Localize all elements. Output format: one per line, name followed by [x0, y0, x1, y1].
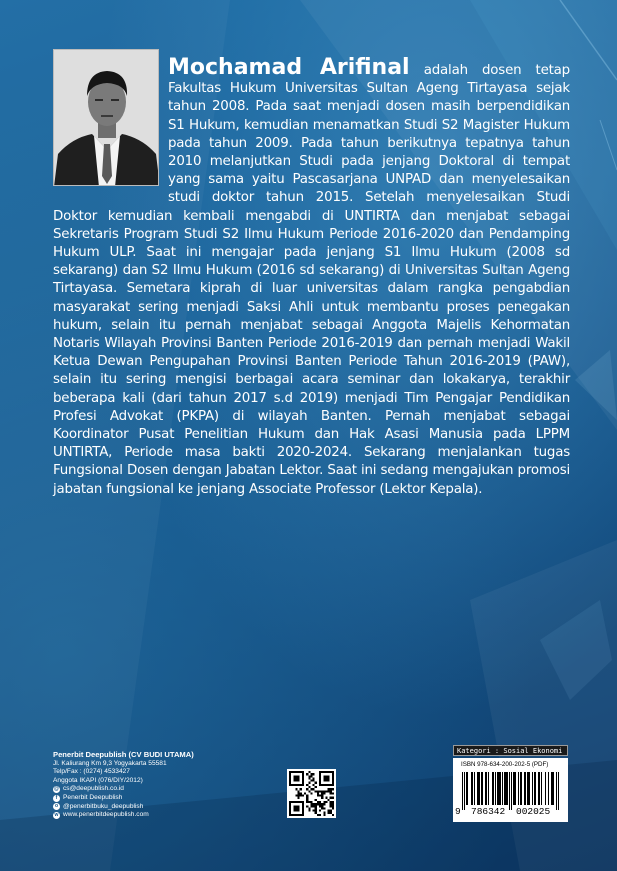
- barcode-bars: [462, 772, 559, 810]
- publisher-phone: Telp/Fax : (0274) 4533427: [53, 768, 130, 776]
- category-label: Kategori : Sosial Ekonomi: [453, 745, 568, 756]
- qr-code[interactable]: [287, 769, 336, 818]
- contact-website-text: www.penerbitdeepublish.com: [63, 811, 149, 819]
- isbn-text: ISBN 978-634-200-202-5 (PDF): [461, 761, 549, 768]
- barcode-digits: [453, 806, 568, 818]
- email-icon: @: [54, 786, 59, 793]
- contact-facebook-text: Penerbit Deepublish: [63, 793, 123, 801]
- facebook-icon: f: [53, 795, 60, 802]
- publisher-name: Penerbit Deepublish (CV BUDI UTAMA): [53, 750, 194, 759]
- author-name: Mochamad Arifinal: [168, 55, 410, 80]
- barcode-right-digits: 002025: [516, 806, 551, 817]
- publisher-ikapi: Anggota IKAPI (076/DIY/2012): [53, 776, 143, 784]
- publisher-info: [53, 751, 194, 820]
- contact-website[interactable]: [53, 811, 194, 820]
- isbn-barcode: [453, 758, 568, 822]
- contact-instagram-text: @penerbitbuku_deepublish: [63, 802, 144, 810]
- author-bio-text: adalah dosen tetap Fakultas Hukum Universitas Sultan Ageng Tirtayasa sejak tahun 2008. Pada saat menjadi dosen masih berpendidikan S1 Hukum, kemudian menamatkan Studi S2 Magister Hukum pada tahun 2009. Pada tahun berikutnya tepatnya tahun 2010 melanjutkan Studi pada jenjang Doktoral di tempat yang sama yaitu Pascasarjana UNPAD dan menyelesaikan studi doktor tahun 2015. Setelah menyelesaikan Studi Doktor kemudian kembali mengabdi di UNTIRTA dan menjabat sebagai Sekretaris Program Studi S2 Ilmu Hukum Periode 2016-2020 dan Pendamping Hukum ULP. Saat ini mengajar pada jenjang S1 Ilmu Hukum (2008 sd sekarang) dan S2 Ilmu Hukum (2016 sd sekarang) di Universitas Sultan Ageng Tirtayasa. Semetara kiprah di luar universitas dalam rangka pengabdian masyarakat sering menjadi Saksi Ahli untuk membantu proses penegakan hukum, selain itu pernah menjabat sebagai Anggota Majelis Kehormatan Notaris Wilayah Provinsi Banten Periode 2016-2019 dan pernah menjadi Wakil Ketua Dewan Pengupahan Provinsi Banten Periode Tahun 2016-2019 (PAW), selain itu sering mengisi berbagai acara seminar dan lokakarya, terakhir beberapa kali (dari tahun 2017 s.d 2019) menjadi Tim Pengajar Pendidikan Profesi Advokat (PKPA) di wilayah Banten. Pernah menjabat sebagai Koordinator Pusat Penelitian Hukum dan Hak Asasi Manusia pada LPPM UNTIRTA, Periode masa bakti 2020-2024. Sekarang menjalankan tugas Fungsional Dosen dengan Jabatan Lektor. Saat ini sedang mengajukan promosi jabatan fungsional ke jenjang Associate Professor (Lektor Kepala).: [53, 63, 570, 497]
- web-icon: w: [54, 811, 59, 818]
- contact-email[interactable]: [53, 785, 194, 794]
- contact-facebook[interactable]: [53, 794, 194, 803]
- contact-email-text: cs@deepublish.co.id: [63, 785, 124, 793]
- photo-spacer: [53, 58, 168, 192]
- instagram-icon: o: [54, 803, 59, 810]
- qr-code-pattern: [289, 771, 334, 816]
- publisher-address: Jl. Kaliurang Km 9,3 Yogyakarta 55581: [53, 759, 167, 767]
- barcode-lead-digit: 9: [455, 806, 461, 817]
- barcode-left-digits: 786342: [471, 806, 506, 817]
- contact-instagram[interactable]: [53, 803, 194, 812]
- author-bio: [53, 55, 570, 499]
